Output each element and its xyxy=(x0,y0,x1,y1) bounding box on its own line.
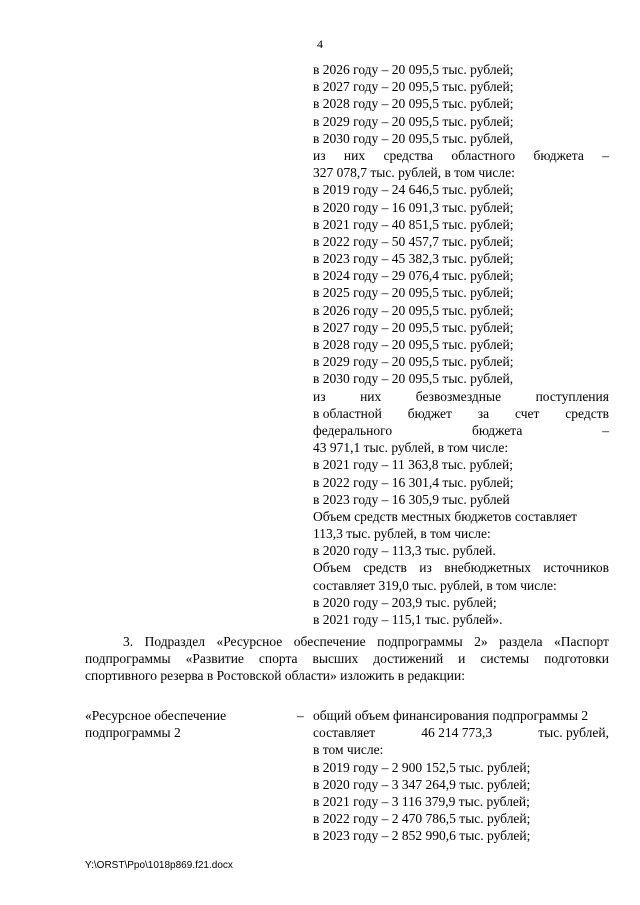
total-funding-heading: общий объем финансирования подпрограммы 2 xyxy=(313,708,589,723)
page-number: 4 xyxy=(317,37,323,51)
resource-label xyxy=(85,707,285,741)
word: подготовки xyxy=(544,651,609,667)
extrabudget-total: составляет 319,0 тыс. рублей, в том числе: xyxy=(313,577,557,593)
regional-year-line: в 2021 году – 40 851,5 тыс. рублей; xyxy=(313,216,514,232)
regional-budget-heading xyxy=(313,147,609,164)
word: «Развитие xyxy=(185,651,244,667)
word: средств xyxy=(565,405,609,421)
word: составляет xyxy=(313,725,376,741)
word: из xyxy=(419,560,432,576)
local-year-line: в 2020 году – 113,3 тыс. рублей. xyxy=(313,543,496,559)
word: за xyxy=(477,405,490,421)
word: поступления xyxy=(535,388,609,404)
word: из xyxy=(313,147,326,163)
local-budget-heading: Объем средств местных бюджетов составляет xyxy=(313,508,578,524)
paragraph-3 xyxy=(85,633,609,685)
word: – xyxy=(602,422,609,438)
regional-year-line: в 2023 году – 45 382,3 тыс. рублей; xyxy=(313,251,514,267)
regional-year-line: в 2030 году – 20 095,5 тыс. рублей, xyxy=(313,371,514,387)
regional-year-line: в 2029 году – 20 095,5 тыс. рублей; xyxy=(313,354,514,370)
word: «Ресурсное xyxy=(216,634,283,649)
regional-budget-total: 327 078,7 тыс. рублей, в том числе: xyxy=(313,165,515,181)
word: тыс. рублей, xyxy=(538,725,609,741)
word: в областной xyxy=(313,405,382,421)
regional-year-line: в 2027 году – 20 095,5 тыс. рублей; xyxy=(313,319,514,335)
federal-total: 43 971,1 тыс. рублей, в том числе: xyxy=(313,440,509,456)
regional-year-line: в 2028 году – 20 095,5 тыс. рублей; xyxy=(313,337,514,352)
regional-year-line: в 2025 году – 20 095,5 тыс. рублей; xyxy=(313,285,514,301)
regional-year-line: в 2024 году – 29 076,4 тыс. рублей; xyxy=(313,268,514,284)
word: обеспечение xyxy=(293,634,366,649)
section2-year-line: в 2022 году – 2 470 786,5 тыс. рублей; xyxy=(313,811,531,827)
word: раздела xyxy=(499,634,543,649)
including-line: в том числе: xyxy=(313,742,384,758)
total-funding-amount xyxy=(313,724,609,741)
resource-label-line: подпрограммы 2 xyxy=(85,725,181,741)
total-year-line: в 2030 году – 20 095,5 тыс. рублей, xyxy=(313,130,514,146)
funding-column-top xyxy=(313,61,609,628)
word: бюджета xyxy=(533,147,584,163)
total-year-line: в 2029 году – 20 095,5 тыс. рублей; xyxy=(313,113,514,129)
section2-year-line: в 2020 году – 3 347 264,9 тыс. рублей; xyxy=(313,776,531,792)
word: внебюджетных xyxy=(444,560,532,576)
regional-year-line: в 2020 году – 16 091,3 тыс. рублей; xyxy=(313,199,514,215)
federal-year-line: в 2021 году – 11 363,8 тыс. рублей; xyxy=(313,457,514,473)
word: подпрограммы xyxy=(377,634,463,649)
extrabudget-heading xyxy=(313,559,609,576)
federal-heading-line3 xyxy=(313,422,609,439)
section2-year-line: в 2019 году – 2 900 152,5 тыс. рублей; xyxy=(313,759,531,775)
total-year-line: в 2026 году – 20 095,5 тыс. рублей; xyxy=(313,62,514,77)
word: областного xyxy=(451,147,516,163)
word: них xyxy=(343,147,366,163)
word: безвозмездные xyxy=(415,388,502,404)
word: Подраздел xyxy=(144,634,205,649)
word: и xyxy=(458,651,466,667)
paragraph-line xyxy=(85,650,609,667)
word: Объем xyxy=(313,560,351,576)
paragraph-line xyxy=(85,633,609,650)
word: источников xyxy=(543,560,609,576)
federal-heading-line2 xyxy=(313,405,609,422)
word: счет xyxy=(515,405,540,421)
word: них xyxy=(360,388,382,404)
funding-column-bottom xyxy=(313,707,609,845)
footer-file-path: Y:\ORST\Ppo\1018p869.f21.docx xyxy=(85,860,233,871)
extrabudget-year-line: в 2021 году – 115,1 тыс. рублей». xyxy=(313,612,503,627)
federal-year-line: в 2023 году – 16 305,9 тыс. рублей xyxy=(313,491,510,507)
paragraph-line: спортивного резерва в Ростовской области» изложить в редакции: xyxy=(85,668,465,684)
extrabudget-year-line: в 2020 году – 203,9 тыс. рублей; xyxy=(313,594,497,610)
federal-heading-line1 xyxy=(313,388,609,405)
word: средства xyxy=(383,147,433,163)
word: 46 214 773,3 xyxy=(421,725,493,741)
word: 3. xyxy=(123,634,134,649)
word: – xyxy=(602,147,609,163)
local-budget-total: 113,3 тыс. рублей, в том числе: xyxy=(313,526,491,542)
word: достижений xyxy=(373,651,444,667)
word: средств xyxy=(363,560,407,576)
regional-year-line: в 2019 году – 24 646,5 тыс. рублей; xyxy=(313,182,514,198)
total-year-line: в 2028 году – 20 095,5 тыс. рублей; xyxy=(313,96,514,112)
word: федерального xyxy=(313,422,393,438)
section2-year-line: в 2023 году – 2 852 990,6 тыс. рублей; xyxy=(313,828,531,844)
word: бюджет xyxy=(407,405,452,421)
word: из xyxy=(313,388,326,404)
word: подпрограммы xyxy=(85,651,171,667)
word: 2» xyxy=(474,634,488,649)
word: высших xyxy=(312,651,359,667)
resource-label-line: «Ресурсное обеспечение xyxy=(85,708,227,723)
federal-year-line: в 2022 году – 16 301,4 тыс. рублей; xyxy=(313,474,514,490)
section2-year-line: в 2021 году – 3 116 379,9 тыс. рублей; xyxy=(313,793,530,809)
word: системы xyxy=(480,651,530,667)
word: спорта xyxy=(258,651,298,667)
separator-dash: – xyxy=(297,708,304,723)
word: «Паспорт xyxy=(554,634,609,649)
word: бюджета xyxy=(472,422,523,438)
total-year-line: в 2027 году – 20 095,5 тыс. рублей; xyxy=(313,79,514,95)
regional-year-line: в 2026 году – 20 095,5 тыс. рублей; xyxy=(313,302,514,318)
regional-year-line: в 2022 году – 50 457,7 тыс. рублей; xyxy=(313,233,514,249)
